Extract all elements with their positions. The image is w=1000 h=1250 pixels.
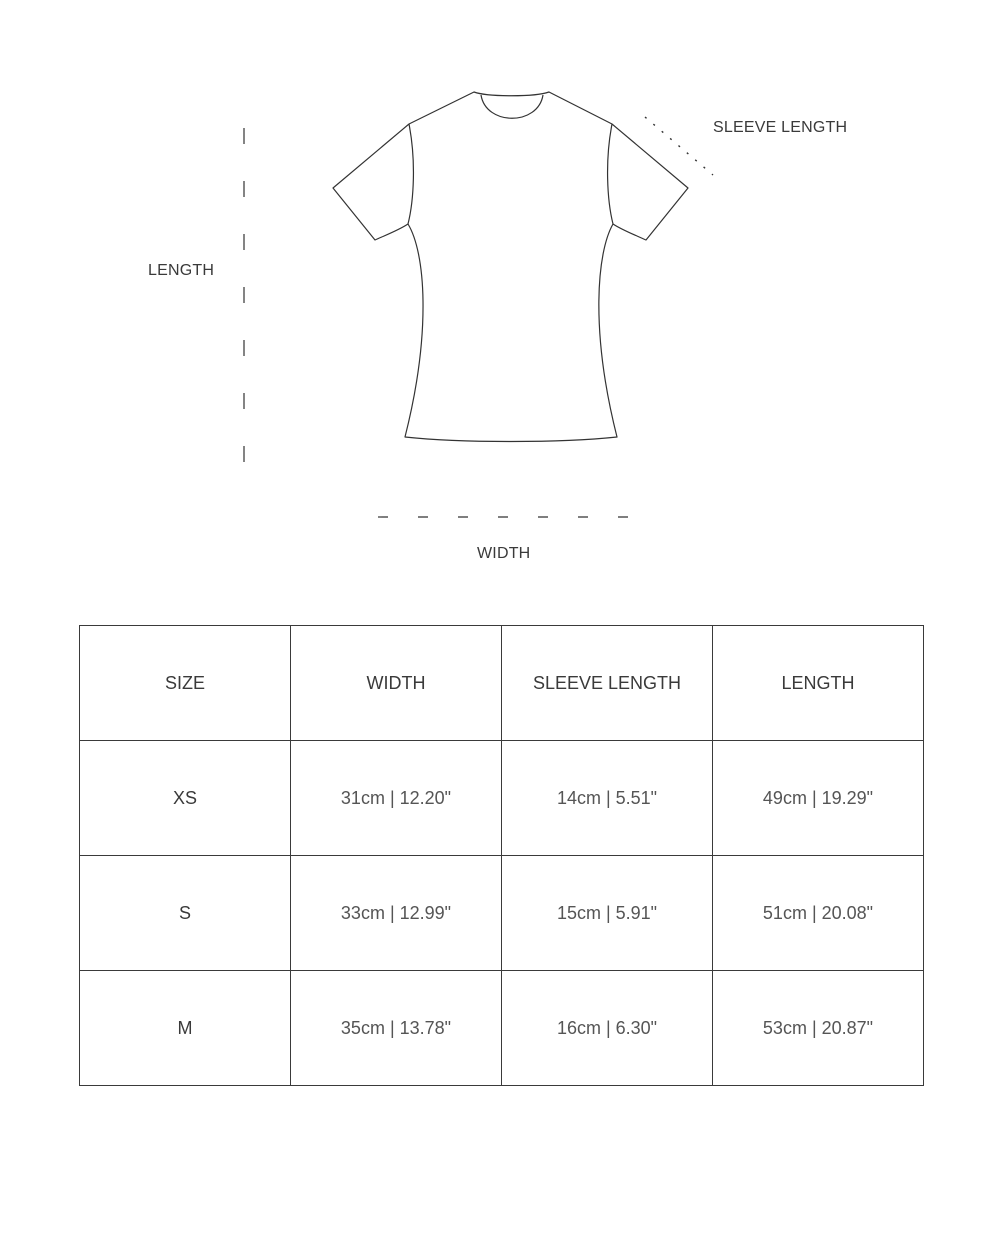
header-width: WIDTH (291, 626, 502, 741)
sleeve-length-cell: 15cm | 5.91" (502, 856, 713, 971)
table-header-row (80, 626, 924, 741)
width-label: WIDTH (477, 545, 531, 562)
header-length: LENGTH (713, 626, 924, 741)
size-chart-table (79, 625, 924, 1086)
tshirt-flat-sketch (0, 0, 1000, 600)
header-sleeve-length: SLEEVE LENGTH (502, 626, 713, 741)
measurement-diagram (0, 0, 1000, 600)
length-cell: 51cm | 20.08" (713, 856, 924, 971)
size-cell: M (80, 971, 291, 1086)
width-cell: 33cm | 12.99" (291, 856, 502, 971)
size-cell: S (80, 856, 291, 971)
tshirt-outline (333, 92, 688, 442)
width-cell: 35cm | 13.78" (291, 971, 502, 1086)
width-cell: 31cm | 12.20" (291, 741, 502, 856)
table-row (80, 856, 924, 971)
length-label: LENGTH (148, 262, 215, 279)
length-cell: 49cm | 19.29" (713, 741, 924, 856)
sleeve-length-cell: 16cm | 6.30" (502, 971, 713, 1086)
size-cell: XS (80, 741, 291, 856)
sleeve-length-label: SLEEVE LENGTH (713, 119, 848, 136)
table-row (80, 741, 924, 856)
sleeve-length-cell: 14cm | 5.51" (502, 741, 713, 856)
sleeve-length-guide-line (645, 117, 713, 175)
table-row (80, 971, 924, 1086)
length-cell: 53cm | 20.87" (713, 971, 924, 1086)
header-size: SIZE (80, 626, 291, 741)
